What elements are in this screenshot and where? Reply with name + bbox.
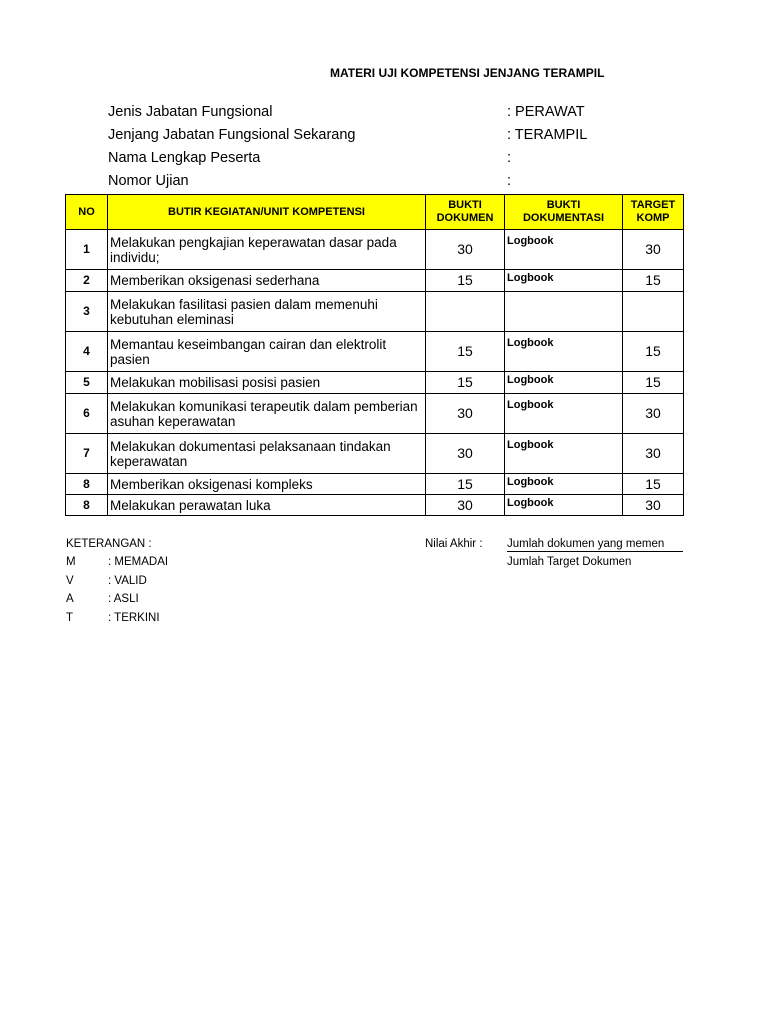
row-no: 7 — [66, 434, 108, 474]
row-no: 3 — [66, 292, 108, 332]
keterangan-value: : MEMADAI — [108, 556, 169, 568]
row-item: Memberikan oksigenasi kompleks — [108, 474, 426, 495]
row-bukti-dokumentasi: Logbook — [505, 474, 623, 495]
competency-table — [65, 194, 684, 516]
nilai-akhir-label: Nilai Akhir : — [425, 538, 483, 550]
keterangan-value: : TERKINI — [108, 611, 160, 624]
row-no: 1 — [66, 230, 108, 270]
info-value-nama: : — [507, 150, 512, 166]
table-row — [66, 230, 684, 270]
row-target: 30 — [623, 230, 684, 270]
row-target: 15 — [623, 270, 684, 292]
row-bukti-dokumentasi: Logbook — [505, 434, 623, 474]
table-row — [66, 332, 684, 372]
row-no: 4 — [66, 332, 108, 372]
row-item: Memberikan oksigenasi sederhana — [108, 270, 426, 292]
row-item: Melakukan mobilisasi posisi pasien — [108, 372, 426, 394]
row-bukti-dokumentasi: Logbook — [505, 332, 623, 372]
row-no: 8 — [66, 495, 108, 516]
row-item: Memantau keseimbangan cairan dan elektrolit pasien — [108, 332, 426, 372]
nilai-denominator: Jumlah Target Dokumen — [507, 556, 632, 568]
header-no: NO — [66, 195, 108, 230]
info-label-nomor: Nomor Ujian — [108, 173, 189, 189]
row-no: 6 — [66, 394, 108, 434]
row-bukti-dokumen: 15 — [426, 372, 505, 394]
table-row — [66, 372, 684, 394]
row-bukti-dokumen: 30 — [426, 495, 505, 516]
table-row — [66, 434, 684, 474]
table-row — [66, 292, 684, 332]
row-no: 5 — [66, 372, 108, 394]
row-bukti-dokumen — [426, 292, 505, 332]
row-item: Melakukan perawatan luka — [108, 495, 426, 516]
table-header-row — [66, 195, 684, 230]
row-target: 15 — [623, 474, 684, 495]
row-bukti-dokumen: 15 — [426, 270, 505, 292]
row-item: Melakukan dokumentasi pelaksanaan tindakan keperawatan — [108, 434, 426, 474]
keterangan-key: M — [66, 556, 76, 568]
row-no: 2 — [66, 270, 108, 292]
keterangan-key: A — [66, 593, 74, 605]
header-bukti-dokumentasi: BUKTI DOKUMENTASI — [505, 195, 623, 230]
row-target — [623, 292, 684, 332]
info-label-jenis: Jenis Jabatan Fungsional — [108, 104, 273, 120]
table-row — [66, 474, 684, 495]
info-label-nama: Nama Lengkap Peserta — [108, 150, 261, 166]
row-target: 30 — [623, 394, 684, 434]
keterangan-label: KETERANGAN : — [66, 538, 152, 550]
row-bukti-dokumentasi: Logbook — [505, 394, 623, 434]
row-bukti-dokumen: 30 — [426, 434, 505, 474]
header-butir: BUTIR KEGIATAN/UNIT KOMPETENSI — [108, 195, 426, 230]
info-label-jenjang: Jenjang Jabatan Fungsional Sekarang — [108, 127, 356, 143]
nilai-numerator: Jumlah dokumen yang memen — [507, 538, 683, 552]
row-target: 30 — [623, 495, 684, 516]
info-value-jenjang: : TERAMPIL — [507, 127, 588, 143]
keterangan-key: V — [66, 574, 74, 587]
table-row — [66, 495, 684, 516]
keterangan-key: T — [66, 611, 74, 624]
keterangan-value: : VALID — [108, 574, 147, 587]
row-bukti-dokumen: 15 — [426, 332, 505, 372]
row-item: Melakukan komunikasi terapeutik dalam pemberian asuhan keperawatan — [108, 394, 426, 434]
row-bukti-dokumentasi — [505, 292, 623, 332]
document-title: MATERI UJI KOMPETENSI JENJANG TERAMPIL — [330, 66, 605, 80]
row-bukti-dokumen: 30 — [426, 394, 505, 434]
row-bukti-dokumen: 30 — [426, 230, 505, 270]
table-row — [66, 394, 684, 434]
row-bukti-dokumentasi: Logbook — [505, 372, 623, 394]
row-bukti-dokumentasi: Logbook — [505, 230, 623, 270]
row-bukti-dokumen: 15 — [426, 474, 505, 495]
row-target: 15 — [623, 372, 684, 394]
header-target-komp: TARGET KOMP — [623, 195, 684, 230]
table-row — [66, 270, 684, 292]
row-no: 8 — [66, 474, 108, 495]
row-bukti-dokumentasi: Logbook — [505, 270, 623, 292]
header-bukti-dokumen: BUKTI DOKUMEN — [426, 195, 505, 230]
info-value-jenis: : PERAWAT — [507, 104, 585, 120]
keterangan-value: : ASLI — [108, 593, 139, 605]
row-target: 30 — [623, 434, 684, 474]
row-item: Melakukan fasilitasi pasien dalam memenuhi kebutuhan eleminasi — [108, 292, 426, 332]
row-item: Melakukan pengkajian keperawatan dasar pada individu; — [108, 230, 426, 270]
info-value-nomor: : — [507, 173, 512, 189]
row-target: 15 — [623, 332, 684, 372]
row-bukti-dokumentasi: Logbook — [505, 495, 623, 516]
